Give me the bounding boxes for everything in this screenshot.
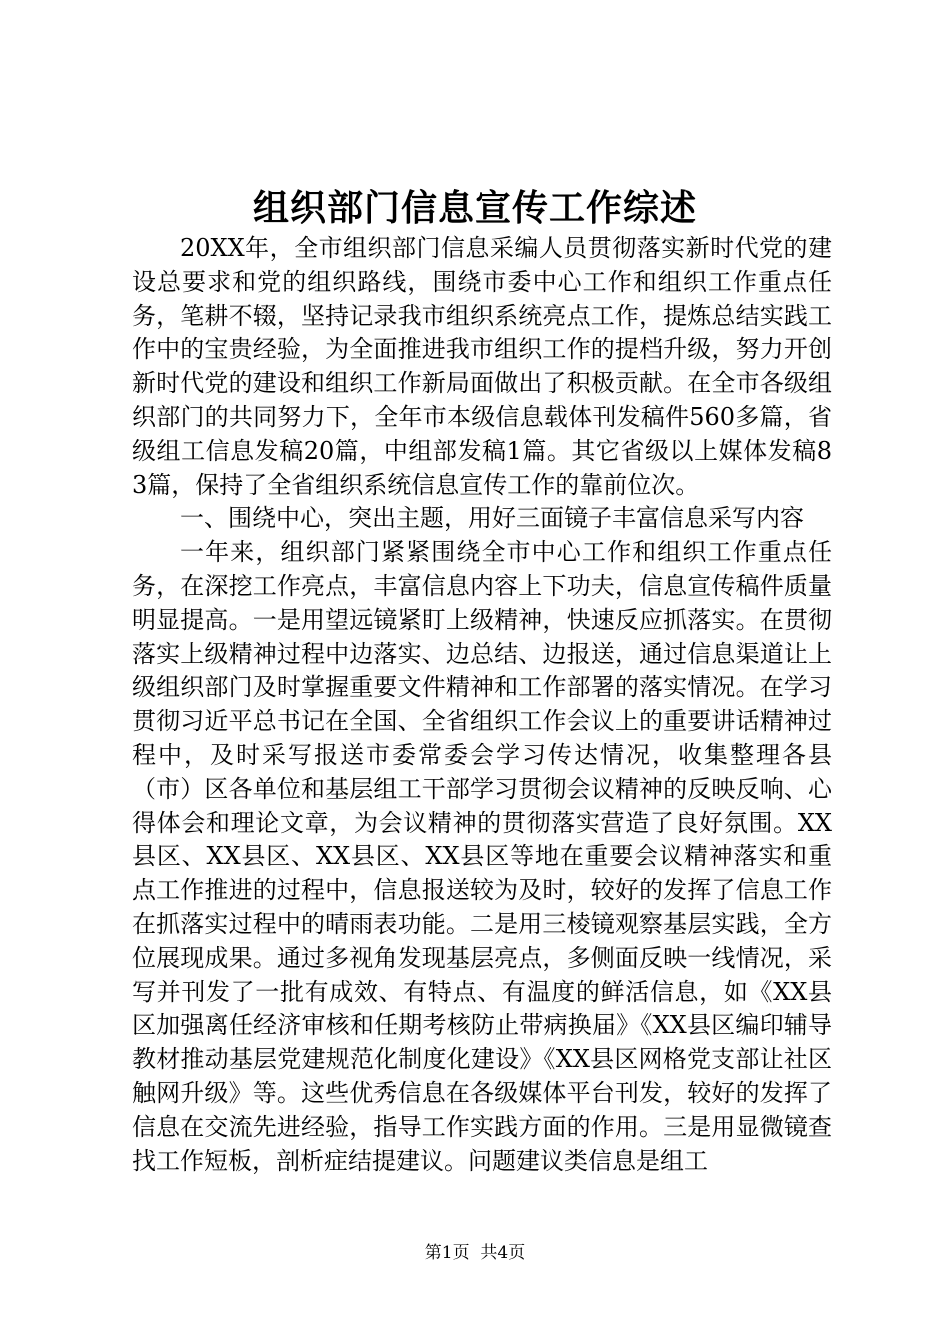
page-footer (0, 1241, 950, 1265)
document-title: 组织部门信息宣传工作综述 (252, 187, 697, 229)
section-heading: 一、围绕中心，突出主题，用好三面镜子丰富信息采写内容 (180, 504, 804, 533)
intro-paragraph: 20XX年，全市组织部门信息采编人员贯彻落实新时代党的建设总要求和党的组织路线，围绕市委中心工作和组织工作重点任务，笔耕不辍，坚持记录我市组织系统亮点工作，提炼总结实践工作中的宝贵经验，为全面推进我市组织工作的提档升级，努力开创新时代党的建设和组织工作新局面做出了积极贡献。在全市各级组织部门的共同努力下，全年市本级信息载体刊发稿件560多篇，省级组工信息发稿20篇，中组部发稿1篇。其它省级以上媒体发稿83篇，保持了全省组织系统信息宣传工作的靠前位次。 (132, 234, 832, 499)
page-total: 共4页 (480, 1243, 526, 1263)
page-number: 第1页 (424, 1243, 470, 1263)
body-paragraph: 一年来，组织部门紧紧围绕全市中心工作和组织工作重点任务，在深挖工作亮点，丰富信息内容上下功夫，信息宣传稿件质量明显提高。一是用望远镜紧盯上级精神，快速反应抓落实。在贯彻落实上级精神过程中边落实、边总结、边报送，通过信息渠道让上级组织部门及时掌握重要文件精神和工作部署的落实情况。在学习贯彻习近平总书记在全国、全省组织工作会议上的重要讲话精神过程中，及时采写报送市委常委会学习传达情况，收集整理各县（市）区各单位和基层组工干部学习贯彻会议精神的反映反响、心得体会和理论文章，为会议精神的贯彻落实营造了良好氛围。XX县区、XX县区、XX县区、XX县区等地在重要会议精神落实和重点工作推进的过程中，信息报送较为及时，较好的发挥了信息工作在抓落实过程中的晴雨表功能。二是用三棱镜观察基层实践，全方位展现成果。通过多视角发现基层亮点，多侧面反映一线情况，采写并刊发了一批有成效、有特点、有温度的鲜活信息，如《XX县区加强离任经济审核和任期考核防止带病换届》《XX县区编印辅导教材推动基层党建规范化制度化建设》《XX县区网格党支部让社区触网升级》等。这些优秀信息在各级媒体平台刊发，较好的发挥了信息在交流先进经验，指导工作实践方面的作用。三是用显微镜查找工作短板，剖析症结提建议。问题建议类信息是组工 (132, 538, 832, 1175)
document-body (132, 232, 832, 1178)
